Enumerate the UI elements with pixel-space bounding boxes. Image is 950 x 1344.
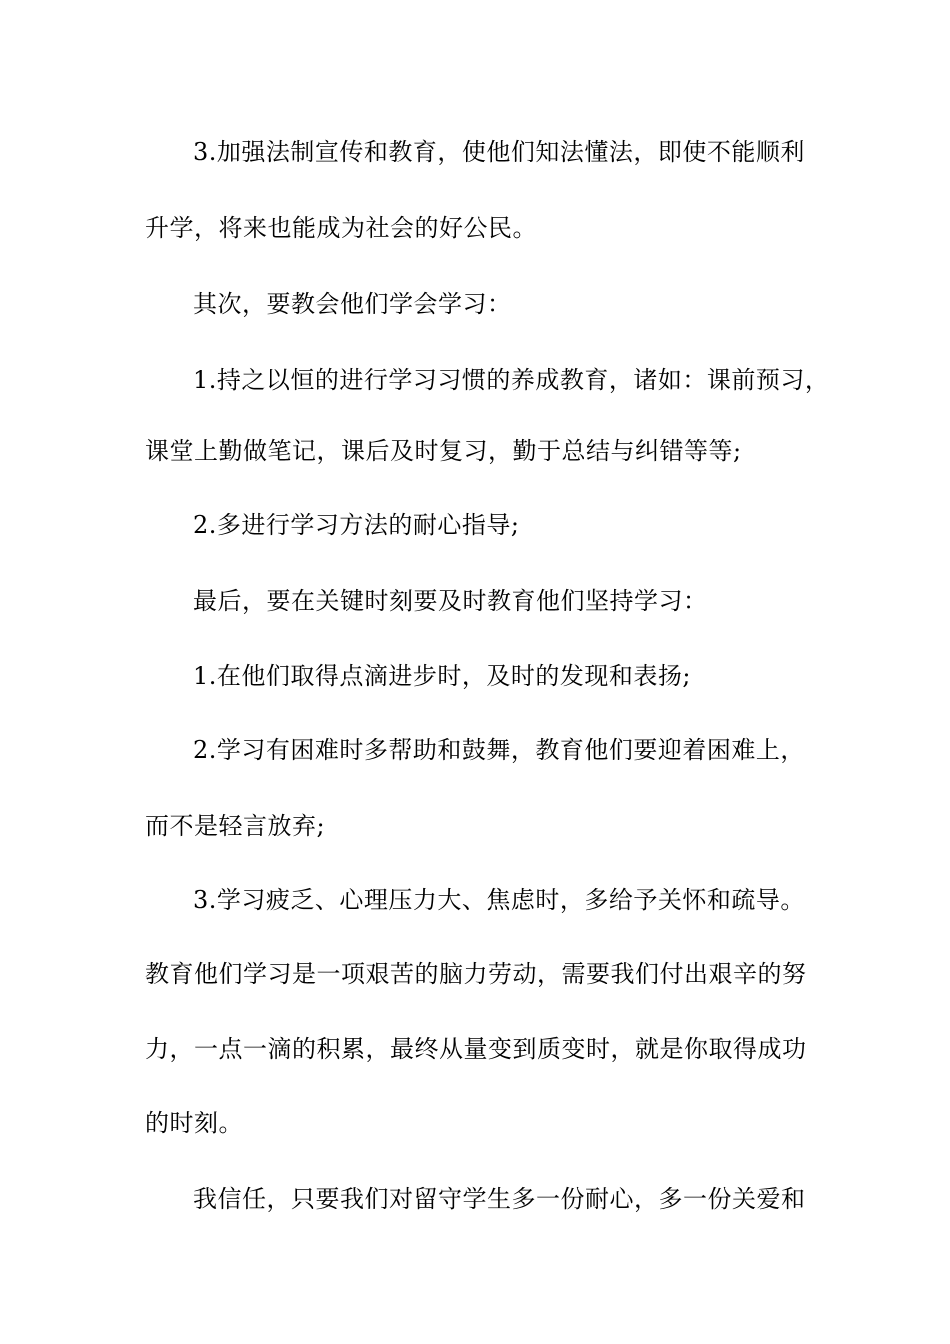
paragraph-line: 1.持之以恒的进行学习习惯的养成教育，诸如：课前预习， <box>193 366 830 394</box>
paragraph-line: 2.学习有困难时多帮助和鼓舞，教育他们要迎着困难上， <box>193 736 805 764</box>
paragraph-line: 教育他们学习是一项艰苦的脑力劳动，需要我们付出艰辛的努 <box>145 960 807 988</box>
paragraph-line: 我信任，只要我们对留守学生多一份耐心，多一份关爱和 <box>193 1185 806 1213</box>
paragraph-line: 力，一点一滴的积累，最终从量变到质变时，就是你取得成功 <box>145 1035 807 1063</box>
paragraph-line: 2.多进行学习方法的耐心指导; <box>193 511 520 539</box>
paragraph-line: 升学，将来也能成为社会的好公民。 <box>145 214 537 242</box>
paragraph-line: 的时刻。 <box>145 1109 243 1137</box>
paragraph-line: 3.加强法制宣传和教育，使他们知法懂法，即使不能顺利 <box>193 138 805 166</box>
paragraph-line: 其次，要教会他们学会学习： <box>193 290 512 318</box>
paragraph-line: 最后，要在关键时刻要及时教育他们坚持学习： <box>193 587 708 615</box>
paragraph-line: 而不是轻言放弃; <box>145 812 326 840</box>
paragraph-line: 课堂上勤做笔记，课后及时复习，勤于总结与纠错等等; <box>145 437 742 465</box>
paragraph-line: 3.学习疲乏、心理压力大、焦虑时，多给予关怀和疏导。 <box>193 886 805 914</box>
paragraph-line: 1.在他们取得点滴进步时，及时的发现和表扬; <box>193 662 691 690</box>
